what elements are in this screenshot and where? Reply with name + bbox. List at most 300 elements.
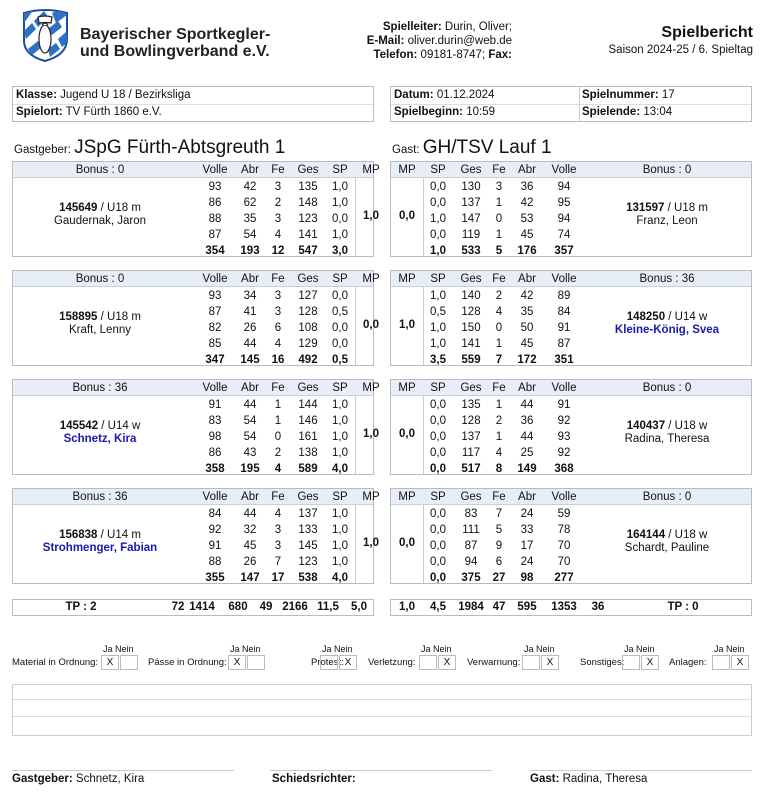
score-cell: 0,0 — [430, 197, 446, 209]
report-title-block — [609, 24, 754, 56]
score-cell: 91 — [208, 540, 222, 552]
sum-cell: 17 — [271, 572, 285, 584]
score-cell: 89 — [557, 290, 571, 302]
sum-cell: 357 — [554, 245, 574, 257]
player-id: 140437 — [626, 420, 666, 432]
player-id-line — [581, 311, 753, 324]
home-total-sp: 11,5 — [317, 601, 339, 613]
guest-total-bonus: 36 — [591, 601, 605, 613]
score-cell: 1,0 — [430, 213, 446, 225]
score-cell: 3 — [274, 213, 282, 225]
spielnummer-value: 17 — [661, 89, 675, 101]
score-cell: 2 — [274, 197, 282, 209]
score-cell: 1,0 — [332, 508, 348, 520]
score-cell: 145 — [298, 540, 318, 552]
guest-total-mp: 1,0 — [399, 601, 415, 613]
spielbeginn-label: Spielbeginn: — [394, 106, 463, 118]
footer-schiedsrichter — [272, 773, 356, 785]
checkbox-ja[interactable] — [522, 655, 540, 670]
score-cell: 24 — [520, 508, 534, 520]
score-cell: 0 — [495, 322, 503, 334]
score-cell: 33 — [520, 524, 534, 536]
score-cell: 94 — [557, 181, 571, 193]
sum-cell: 3,0 — [332, 245, 348, 257]
sum-cell: 0,0 — [430, 572, 446, 584]
checkbox-nein[interactable]: X — [641, 655, 659, 670]
score-cell: 3 — [274, 306, 282, 318]
score-cell: 3 — [274, 540, 282, 552]
spielnummer-label: Spielnummer: — [582, 89, 659, 101]
home-team-line — [14, 137, 285, 159]
score-cell: 108 — [298, 322, 318, 334]
home-col-header: SP — [332, 382, 348, 394]
score-cell: 1,0 — [332, 524, 348, 536]
score-cell: 144 — [298, 399, 318, 411]
guest-team-line — [392, 137, 552, 159]
sum-cell: 3,5 — [430, 354, 446, 366]
guest-match-point: 1,0 — [399, 319, 415, 331]
guest-player-block — [390, 488, 752, 584]
player-id-line — [581, 420, 753, 433]
guest-bonus: Bonus : 36 — [639, 273, 695, 285]
player-id-line — [13, 311, 187, 324]
sum-cell: 172 — [517, 354, 537, 366]
score-cell: 88 — [208, 213, 222, 225]
home-col-header: Abr — [241, 382, 259, 394]
guest-match-point: 0,0 — [399, 537, 415, 549]
guest-total-abr: 595 — [517, 601, 537, 613]
home-match-point: 0,0 — [363, 319, 379, 331]
guest-col-header: Abr — [518, 491, 536, 503]
score-cell: 128 — [461, 306, 481, 318]
ja-nein-header: Ja Nein — [714, 644, 745, 654]
score-cell: 7 — [495, 508, 503, 520]
home-col-header: Fe — [271, 273, 285, 285]
score-cell: 1 — [495, 399, 503, 411]
player-name: Schardt, Pauline — [624, 542, 710, 554]
spielende-value: 13:04 — [643, 106, 673, 118]
score-cell: 7 — [274, 556, 282, 568]
score-cell: 137 — [298, 508, 318, 520]
score-cell: 0,0 — [430, 508, 446, 520]
score-cell: 87 — [557, 338, 571, 350]
score-cell: 130 — [461, 181, 481, 193]
player-class: / U18 m — [97, 311, 141, 323]
score-cell: 9 — [495, 540, 503, 552]
player-id-line — [13, 420, 187, 433]
email-label: E-Mail: — [366, 35, 405, 47]
score-cell: 2 — [495, 415, 503, 427]
score-cell: 1,0 — [332, 229, 348, 241]
org-line-1: Bayerischer Sportkegler- — [80, 26, 271, 43]
telefon-value: 09181-8747; — [420, 49, 486, 61]
player-id-line — [13, 529, 187, 542]
season-label: Saison 2024-25 / 6. Spieltag — [608, 44, 753, 56]
player-name: Radina, Theresa — [624, 433, 710, 445]
score-cell: 44 — [243, 508, 257, 520]
home-totals — [12, 599, 374, 616]
score-cell: 133 — [298, 524, 318, 536]
guest-player-block — [390, 379, 752, 475]
home-tp: TP : 2 — [65, 601, 97, 613]
match-time-box — [390, 86, 752, 122]
score-cell: 0,0 — [430, 447, 446, 459]
score-cell: 1,0 — [332, 556, 348, 568]
score-cell: 86 — [208, 447, 222, 459]
ja-nein-header: Ja Nein — [230, 644, 261, 654]
score-cell: 141 — [461, 338, 481, 350]
checkbox-nein[interactable]: X — [339, 655, 357, 670]
score-cell: 0,5 — [332, 306, 348, 318]
score-cell: 43 — [243, 447, 257, 459]
sum-cell: 0,5 — [332, 354, 348, 366]
score-cell: 0,0 — [430, 431, 446, 443]
home-col-header: SP — [332, 273, 348, 285]
score-cell: 93 — [557, 431, 571, 443]
score-cell: 26 — [243, 556, 257, 568]
home-bonus: Bonus : 36 — [72, 382, 128, 394]
notes-box[interactable] — [12, 684, 752, 736]
footer-gastgeber-value: Schnetz, Kira — [75, 773, 145, 785]
guest-col-header: Volle — [551, 164, 577, 176]
home-total-volle: 1414 — [189, 601, 215, 613]
datum-value: 01.12.2024 — [436, 89, 495, 101]
score-cell: 42 — [520, 197, 534, 209]
home-match-point: 1,0 — [363, 210, 379, 222]
checkbox-nein[interactable]: X — [438, 655, 456, 670]
sum-cell: 1,0 — [430, 245, 446, 257]
score-cell: 119 — [461, 229, 481, 241]
score-cell: 161 — [298, 431, 318, 443]
sum-cell: 492 — [298, 354, 318, 366]
home-col-header: MP — [362, 491, 380, 503]
ja-nein-header: Ja Nein — [624, 644, 655, 654]
score-cell: 135 — [298, 181, 318, 193]
score-cell: 5 — [495, 524, 503, 536]
score-cell: 88 — [208, 556, 222, 568]
home-col-header: Ges — [297, 164, 319, 176]
guest-col-header: Fe — [492, 491, 506, 503]
ja-nein-header: Ja Nein — [322, 644, 353, 654]
home-total-fe: 49 — [259, 601, 273, 613]
checkbox-nein[interactable] — [247, 655, 265, 670]
guest-total-fe: 47 — [492, 601, 506, 613]
guest-col-header: Abr — [518, 273, 536, 285]
score-cell: 87 — [208, 306, 222, 318]
player-name: Franz, Leon — [636, 215, 698, 227]
sum-cell: 98 — [520, 572, 534, 584]
home-col-header: MP — [362, 164, 380, 176]
score-cell: 35 — [243, 213, 257, 225]
sum-cell: 0,0 — [430, 463, 446, 475]
home-col-header: Volle — [202, 491, 228, 503]
player-name: Kraft, Lenny — [68, 324, 131, 336]
score-cell: 53 — [520, 213, 534, 225]
footer-schiedsrichter-label: Schiedsrichter: — [272, 773, 356, 785]
score-cell: 1,0 — [332, 399, 348, 411]
score-cell: 94 — [557, 213, 571, 225]
guest-col-header: Volle — [551, 382, 577, 394]
sum-cell: 12 — [271, 245, 285, 257]
guest-bonus: Bonus : 0 — [642, 382, 692, 394]
score-cell: 127 — [298, 290, 318, 302]
home-col-header: Ges — [297, 382, 319, 394]
guest-tp: TP : 0 — [667, 601, 699, 613]
check-label: Material in Ordnung: — [12, 657, 99, 668]
sum-cell: 351 — [554, 354, 574, 366]
klasse-label: Klasse: — [16, 89, 57, 101]
score-cell: 146 — [298, 415, 318, 427]
score-cell: 1 — [495, 229, 503, 241]
score-cell: 137 — [461, 197, 481, 209]
guest-col-header: SP — [430, 491, 446, 503]
score-cell: 1 — [274, 415, 282, 427]
check-label: Verwarnung: — [467, 657, 521, 668]
score-cell: 86 — [208, 197, 222, 209]
guest-col-header: Fe — [492, 382, 506, 394]
klasse-value: Jugend U 18 / Bezirksliga — [60, 89, 191, 101]
guest-bonus: Bonus : 0 — [642, 491, 692, 503]
score-cell: 0 — [495, 213, 503, 225]
score-cell: 123 — [298, 556, 318, 568]
score-cell: 0,0 — [430, 524, 446, 536]
guest-col-header: Volle — [551, 273, 577, 285]
player-class: / U14 w — [98, 420, 141, 432]
player-id-line — [581, 202, 753, 215]
score-cell: 1 — [495, 338, 503, 350]
home-team-name: JSpG Fürth-Abtsgreuth 1 — [74, 137, 286, 158]
score-cell: 84 — [557, 306, 571, 318]
home-player — [13, 529, 187, 555]
score-cell: 74 — [557, 229, 571, 241]
guest-total-sp: 4,5 — [430, 601, 446, 613]
home-col-header: Volle — [202, 164, 228, 176]
organization-name — [80, 26, 270, 60]
score-cell: 1,0 — [332, 431, 348, 443]
sum-cell: 538 — [298, 572, 318, 584]
home-bonus: Bonus : 0 — [75, 164, 125, 176]
home-player — [13, 202, 187, 228]
sum-cell: 8 — [495, 463, 503, 475]
sum-cell: 5 — [495, 245, 503, 257]
score-cell: 3 — [274, 181, 282, 193]
player-class: / U18 w — [665, 529, 708, 541]
guest-team-label: Gast: — [392, 144, 420, 156]
match-class-box — [12, 86, 374, 122]
home-player-block — [12, 488, 380, 584]
score-cell: 0,0 — [430, 399, 446, 411]
fax-label: Fax: — [488, 49, 512, 61]
score-cell: 36 — [520, 415, 534, 427]
sum-cell: 559 — [461, 354, 481, 366]
score-cell: 1,0 — [430, 322, 446, 334]
score-cell: 0,0 — [332, 213, 348, 225]
score-cell: 123 — [298, 213, 318, 225]
player-class: / U14 w — [665, 311, 708, 323]
checkbox-ja[interactable]: X — [101, 655, 119, 670]
home-player-block — [12, 379, 380, 475]
score-cell: 54 — [243, 431, 257, 443]
score-cell: 82 — [208, 322, 222, 334]
checkbox-ja[interactable]: X — [228, 655, 246, 670]
check-label: Pässe in Ordnung: — [148, 657, 227, 668]
sum-cell: 517 — [461, 463, 481, 475]
guest-player-block — [390, 270, 752, 366]
guest-col-header: Fe — [492, 273, 506, 285]
score-cell: 0,5 — [430, 306, 446, 318]
home-col-header: Fe — [271, 164, 285, 176]
score-cell: 93 — [208, 181, 222, 193]
sum-cell: 176 — [517, 245, 537, 257]
home-match-point: 1,0 — [363, 537, 379, 549]
score-cell: 44 — [520, 399, 534, 411]
score-cell: 45 — [520, 229, 534, 241]
score-cell: 87 — [208, 229, 222, 241]
score-cell: 42 — [520, 290, 534, 302]
score-cell: 45 — [520, 338, 534, 350]
score-cell: 4 — [274, 508, 282, 520]
guest-total-volle: 1353 — [551, 601, 577, 613]
score-cell: 6 — [274, 322, 282, 334]
guest-col-header: MP — [398, 382, 416, 394]
sum-cell: 145 — [240, 354, 260, 366]
score-cell: 2 — [274, 447, 282, 459]
score-cell: 42 — [243, 181, 257, 193]
sum-cell: 533 — [461, 245, 481, 257]
guest-player — [581, 420, 753, 446]
score-cell: 1,0 — [332, 540, 348, 552]
footer-gast-label: Gast: — [530, 773, 560, 785]
score-cell: 93 — [208, 290, 222, 302]
score-cell: 83 — [464, 508, 478, 520]
check-label: Sonstiges: — [580, 657, 625, 668]
checkbox-ja[interactable] — [712, 655, 730, 670]
score-cell: 36 — [520, 181, 534, 193]
score-cell: 94 — [464, 556, 478, 568]
home-team-label: Gastgeber: — [14, 144, 71, 156]
score-cell: 4 — [274, 229, 282, 241]
score-cell: 87 — [464, 540, 478, 552]
guest-col-header: Ges — [460, 382, 482, 394]
guest-bonus: Bonus : 0 — [642, 164, 692, 176]
sum-cell: 4,0 — [332, 572, 348, 584]
score-cell: 4 — [495, 306, 503, 318]
bskv-logo — [18, 9, 73, 62]
guest-player — [581, 529, 753, 555]
sum-cell: 147 — [240, 572, 260, 584]
score-cell: 141 — [298, 229, 318, 241]
score-cell: 150 — [461, 322, 481, 334]
guest-col-header: Ges — [460, 491, 482, 503]
player-name: Kleine-König, Svea — [614, 324, 720, 336]
contact-info — [300, 20, 512, 62]
telefon-label: Telefon: — [373, 49, 418, 61]
score-cell: 2 — [495, 290, 503, 302]
score-cell: 91 — [208, 399, 222, 411]
sum-cell: 368 — [554, 463, 574, 475]
footer-gastgeber — [12, 773, 144, 785]
checkbox-ja[interactable] — [320, 655, 338, 670]
score-cell: 62 — [243, 197, 257, 209]
score-cell: 32 — [243, 524, 257, 536]
guest-player — [581, 311, 753, 337]
checkbox-nein[interactable]: X — [731, 655, 749, 670]
score-cell: 129 — [298, 338, 318, 350]
score-cell: 140 — [461, 290, 481, 302]
home-col-header: Ges — [297, 491, 319, 503]
spielende-label: Spielende: — [582, 106, 641, 118]
score-cell: 0,0 — [332, 338, 348, 350]
sum-cell: 4,0 — [332, 463, 348, 475]
sum-cell: 547 — [298, 245, 318, 257]
guest-col-header: Ges — [460, 164, 482, 176]
checkbox-ja[interactable] — [419, 655, 437, 670]
home-col-header: MP — [362, 382, 380, 394]
score-cell: 3 — [274, 524, 282, 536]
player-class: / U18 m — [664, 202, 708, 214]
report-title: Spielbericht — [661, 24, 753, 41]
guest-match-point: 0,0 — [399, 428, 415, 440]
home-total-abr: 680 — [228, 601, 248, 613]
score-cell: 54 — [243, 229, 257, 241]
score-cell: 0,0 — [430, 229, 446, 241]
home-col-header: Volle — [202, 273, 228, 285]
score-cell: 0,0 — [430, 556, 446, 568]
guest-match-point: 0,0 — [399, 210, 415, 222]
player-id: 145542 — [59, 420, 99, 432]
score-cell: 91 — [557, 322, 571, 334]
home-col-header: Fe — [271, 491, 285, 503]
org-line-2: und Bowlingverband e.V. — [80, 43, 270, 60]
score-cell: 1 — [495, 197, 503, 209]
player-id-line — [13, 202, 187, 215]
score-cell: 1,0 — [430, 338, 446, 350]
score-cell: 0,0 — [332, 290, 348, 302]
player-id-line — [581, 529, 753, 542]
checkbox-ja[interactable] — [622, 655, 640, 670]
check-label: Protest: — [311, 657, 344, 668]
score-cell: 44 — [243, 399, 257, 411]
score-cell: 24 — [520, 556, 534, 568]
score-cell: 92 — [208, 524, 222, 536]
score-cell: 0,0 — [430, 181, 446, 193]
home-bonus: Bonus : 36 — [72, 491, 128, 503]
sum-cell: 16 — [271, 354, 285, 366]
check-label: Verletzung: — [368, 657, 416, 668]
score-cell: 95 — [557, 197, 571, 209]
score-cell: 148 — [298, 197, 318, 209]
home-total-ges: 2166 — [282, 601, 308, 613]
sum-cell: 193 — [240, 245, 260, 257]
home-match-point: 1,0 — [363, 428, 379, 440]
score-cell: 1,0 — [332, 415, 348, 427]
score-cell: 137 — [461, 431, 481, 443]
footer-gast-value: Radina, Theresa — [562, 773, 648, 785]
player-id: 131597 — [626, 202, 665, 214]
guest-col-header: MP — [398, 273, 416, 285]
checkbox-nein[interactable]: X — [541, 655, 559, 670]
score-cell: 0 — [274, 431, 282, 443]
score-cell: 1,0 — [332, 181, 348, 193]
sum-cell: 149 — [517, 463, 537, 475]
guest-total-ges: 1984 — [458, 601, 484, 613]
checkbox-nein[interactable] — [120, 655, 138, 670]
sum-cell: 589 — [298, 463, 318, 475]
guest-col-header: Volle — [551, 491, 577, 503]
sum-cell: 358 — [205, 463, 225, 475]
guest-player-block — [390, 161, 752, 257]
player-name: Schnetz, Kira — [63, 433, 137, 445]
